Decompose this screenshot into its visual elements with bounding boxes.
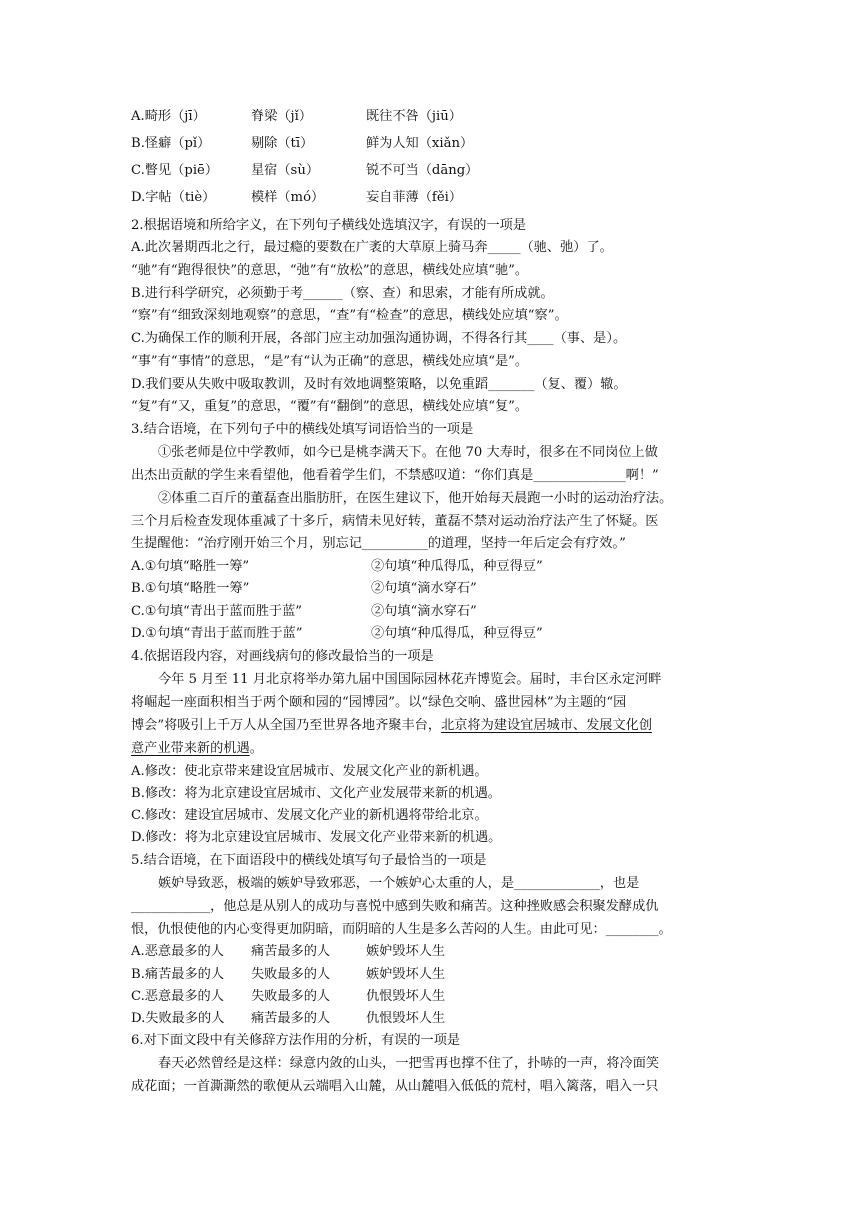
q2-stem: 2.根据语境和所给字义，在下列句子横线处选填汉字，有误的一项是: [131, 218, 527, 233]
q2-option-b: B.进行科学研究，必须勤于考______（察、查）和思索，才能有所成就。: [131, 286, 554, 301]
q3-option-d: [131, 624, 741, 644]
q1-a-word3: 既往不咎（jiū）: [366, 109, 462, 124]
q1-c-word3: 锐不可当（dāng）: [366, 163, 479, 178]
q3-sentence2-line3: 生提醒他：“治疗刚开始三个月，别忘记__________的道理，坚持一年后定会有疗效。”: [131, 536, 626, 551]
q5-option-b: [131, 965, 741, 985]
q2-option-d: D.我们要从失败中吸取教训，及时有效地调整策略，以免重蹈_______（复、覆）辙。: [131, 377, 627, 392]
q4-underlined-sentence-part2: 意产业带来新的机遇: [131, 741, 250, 756]
q3-a-part2: ②句填“种瓜得瓜，种豆得豆”: [371, 559, 543, 574]
q5-c-blank3: 仇恨毁坏人生: [366, 989, 446, 1004]
q1-c-word1: C.瞥见（piē）: [131, 163, 219, 178]
q4-passage-line1: 今年 5 月至 11 月北京将举办第九届中国国际园林花卉博览会。届时，丰台区永定河畔: [158, 672, 662, 687]
q1-b-word3: 鲜为人知（xiǎn）: [366, 136, 474, 151]
q5-stem: 5.结合语境，在下面语段中的横线处填写句子最恰当的一项是: [131, 853, 487, 868]
q2-explain-c: “事”有“事情”的意思，“是”有“认为正确”的意思，横线处应填“是”。: [131, 354, 529, 369]
q1-a-word1: A.畸形（jī）: [131, 109, 206, 124]
q6-passage-line2: 成花面；一首澌澌然的歌便从云端唱入山麓，从山麓唱入低低的荒村，唱入篱落，唱入一只: [131, 1079, 659, 1094]
q3-c-part2: ②句填“滴水穿石”: [371, 604, 477, 619]
q1-option-d: [131, 188, 741, 208]
q4-passage-line4: [131, 739, 741, 759]
q5-a-blank3: 嫉妒毁坏人生: [366, 944, 446, 959]
q3-sentence2-line1: ②体重二百斤的董磊查出脂肪肝，在医生建议下，他开始每天晨跑一小时的运动治疗法。: [158, 491, 673, 506]
q5-d-blank3: 仇恨毁坏人生: [366, 1011, 446, 1026]
q5-passage-line2: ____________，他总是从别人的成功与喜悦中感到失败和痛苦。这种挫败感会积聚发酵成仇: [131, 899, 659, 914]
q1-option-c: [131, 161, 741, 181]
q3-a-part1: A.①句填“略胜一筹”: [131, 559, 250, 574]
q1-d-word3: 妄自菲薄（fěi）: [366, 190, 463, 205]
q3-c-part1: C.①句填“青出于蓝而胜于蓝”: [131, 604, 302, 619]
q3-b-part1: B.①句填“略胜一筹”: [131, 581, 250, 596]
q5-option-c: [131, 987, 741, 1007]
q5-passage-line3: 恨，仇恨使他的内心变得更加阴暗，而阴暗的人生是多么苦闷的人生。由此可见：________。: [131, 922, 672, 937]
q4-option-d: D.修改：将为北京建设宜居城市、发展文化产业带来新的机遇。: [131, 830, 502, 845]
q5-d-blank2: 痛苦最多的人: [251, 1011, 331, 1026]
q5-b-blank1: B.痛苦最多的人: [131, 967, 225, 982]
q2-explain-b: “察”有“细致深刻地观察”的意思，“查”有“检查”的意思，横线处应填“察”。: [131, 308, 568, 323]
q3-d-part2: ②句填“种瓜得瓜，种豆得豆”: [371, 626, 543, 641]
q4-passage-line3: [131, 716, 741, 736]
q3-sentence1-line2: 出杰出贡献的学生来看望他，他看着学生们，不禁感叹道：“你们真是______________啊！”: [131, 468, 659, 483]
q3-option-c: [131, 602, 741, 622]
q4-option-c: C.修改：建设宜居城市、发展文化产业的新机遇将带给北京。: [131, 808, 488, 823]
q3-sentence2-line2: 三个月后检查发现体重减了十多斤，病情未见好转，董磊不禁对运动治疗法产生了怀疑。医: [131, 514, 659, 529]
q5-a-blank1: A.恶意最多的人: [131, 944, 224, 959]
q1-b-word2: 剔除（tī）: [251, 136, 314, 151]
q5-passage-line1: 嫉妒导致恶，极端的嫉妒导致邪恶，一个嫉妒心太重的人，是_____________，也是: [158, 876, 640, 891]
q2-option-a: A.此次暑期西北之行，最过瘾的要数在广袤的大草原上骑马奔_____（驰、弛）了。: [131, 240, 613, 255]
q3-sentence1-line1: ①张老师是位中学教师，如今已是桃李满天下。在他 70 大寿时，很多在不同岗位上做: [158, 445, 658, 460]
q5-a-blank2: 痛苦最多的人: [251, 944, 331, 959]
q4-line3-text: 博会”将吸引上千万人从全国乃至世界各地齐聚丰台，: [131, 718, 442, 733]
q3-option-b: [131, 579, 741, 599]
q1-option-b: [131, 134, 741, 154]
q4-underlined-sentence-part1: 北京将为建设宜居城市、发展文化创: [441, 718, 653, 733]
q1-c-word2: 星宿（sù）: [251, 163, 320, 178]
q4-stem: 4.依据语段内容，对画线病句的修改最恰当的一项是: [131, 649, 434, 664]
q5-b-blank3: 嫉妒毁坏人生: [366, 967, 446, 982]
q2-explain-a: “驰”有“跑得很快”的意思，“弛”有“放松”的意思，横线处应填“驰”。: [131, 263, 529, 278]
q5-option-d: [131, 1009, 741, 1029]
q4-option-a: A.修改：使北京带来建设宜居城市、发展文化产业的新机遇。: [131, 764, 488, 779]
q5-c-blank1: C.恶意最多的人: [131, 989, 224, 1004]
q1-d-word1: D.字帖（tiè）: [131, 190, 216, 205]
q2-option-c: C.为确保工作的顺利开展，各部门应主动加强沟通协调，不得各行其____（事、是）。: [131, 331, 627, 346]
q3-stem: 3.结合语境，在下列句子中的横线处填写词语恰当的一项是: [131, 422, 474, 437]
q2-explain-d: “复”有“又，重复”的意思，“覆”有“翻倒”的意思，横线处应填“复”。: [131, 399, 529, 414]
q3-option-a: [131, 557, 741, 577]
q4-line4-end: 。: [249, 741, 263, 756]
q5-d-blank1: D.失败最多的人: [131, 1011, 225, 1026]
q5-option-a: [131, 942, 741, 962]
q5-c-blank2: 失败最多的人: [251, 989, 331, 1004]
q5-b-blank2: 失败最多的人: [251, 967, 331, 982]
q4-option-b: B.修改：将为北京建设宜居城市、文化产业发展带来新的机遇。: [131, 786, 501, 801]
q3-b-part2: ②句填“滴水穿石”: [371, 581, 477, 596]
q3-d-part1: D.①句填“青出于蓝而胜于蓝”: [131, 626, 303, 641]
q1-a-word2: 脊梁（jǐ）: [251, 109, 313, 124]
q6-passage-line1: 春天必然曾经是这样：绿意内敛的山头，一把雪再也撑不住了，扑哧的一声，将冷面笑: [158, 1056, 660, 1071]
q1-d-word2: 模样（mó）: [251, 190, 325, 205]
q1-option-a: [131, 107, 741, 127]
q6-stem: 6.对下面文段中有关修辞方法作用的分析，有误的一项是: [131, 1033, 461, 1048]
q1-b-word1: B.怪癖（pǐ）: [131, 136, 211, 151]
q4-passage-line2: 将崛起一座面积相当于两个颐和园的“园博园”。以“绿色交响、盛世园林”为主题的“园: [131, 695, 627, 710]
